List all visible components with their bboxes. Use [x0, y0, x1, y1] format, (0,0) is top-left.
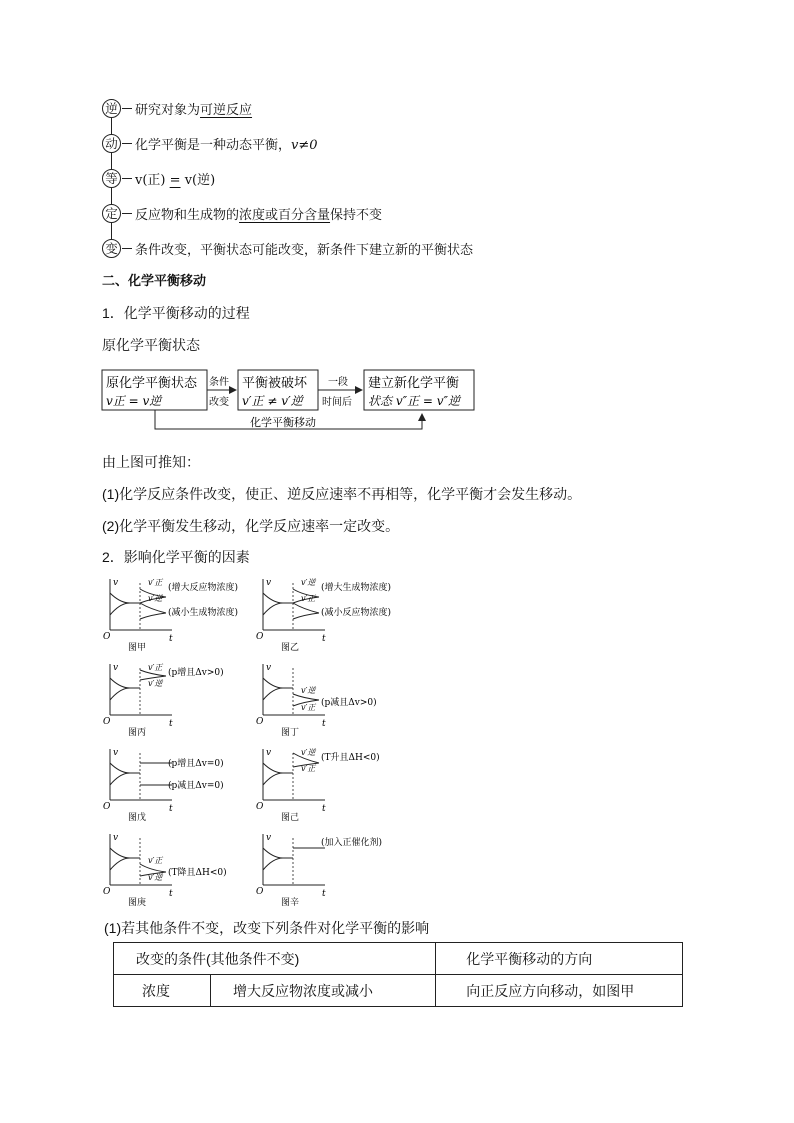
y-axis-label: v — [266, 748, 272, 758]
feature-reversible — [102, 96, 252, 120]
table-header-cell: 化学平衡移动的方向 — [436, 943, 683, 975]
table-cell: 向正反应方向移动，如图甲 — [436, 975, 683, 1007]
feature-fixed — [102, 201, 382, 225]
rate-label: v′逆 — [148, 594, 163, 603]
flow-box2-line2: v′正 ≠ v′逆 — [242, 394, 303, 408]
feature-text: 化学平衡是一种动态平衡，v≠0 — [135, 137, 318, 153]
rate-label: v′正 — [301, 764, 316, 773]
x-axis-label: t — [322, 889, 326, 899]
feature-dash — [122, 213, 132, 214]
y-axis-label: v — [266, 663, 272, 673]
origin-label: O — [103, 717, 111, 727]
flow-box1-line1: 原化学平衡状态 — [106, 376, 198, 391]
inference-1: (1)化学反应条件改变，使正、逆反应速率不再相等，化学平衡才会发生移动。 — [102, 486, 582, 502]
rate-time-graph — [102, 660, 252, 740]
forward-rate-curve — [110, 593, 140, 603]
origin-label: O — [256, 632, 264, 642]
reverse-rate-curve — [263, 688, 293, 700]
section-title: 二、化学平衡移动 — [102, 274, 207, 289]
condition-label: (p减且Δv>0) — [321, 698, 377, 708]
inference-2: (2)化学平衡发生移动，化学反应速率一定改变。 — [102, 518, 400, 534]
reverse-rate-curve — [263, 773, 293, 785]
graph-caption: 图甲 — [128, 643, 147, 653]
origin-label: O — [103, 632, 111, 642]
rate-time-graph — [102, 745, 252, 825]
rate-label: v′正 — [148, 856, 163, 865]
forward-rate-curve — [263, 678, 293, 688]
feature-char-badge: 等 — [102, 169, 121, 188]
rate-time-graph — [255, 745, 405, 825]
y-axis-label: v — [113, 663, 119, 673]
reverse-rate-curve — [110, 688, 140, 700]
reverse-rate-curve — [263, 858, 293, 870]
feature-dynamic — [102, 131, 318, 155]
x-axis-label: t — [322, 719, 326, 729]
rate-label: v′逆 — [301, 686, 316, 695]
y-axis-label: v — [266, 578, 272, 588]
rate-label: v′逆 — [148, 873, 163, 882]
graph-caption: 图丁 — [281, 728, 300, 738]
reverse-rate-curve — [110, 603, 140, 615]
feature-dash — [122, 108, 132, 109]
rate-label: v′逆 — [301, 578, 316, 587]
new-rate-line — [140, 864, 166, 872]
influence-table — [113, 942, 683, 1007]
forward-rate-curve — [110, 763, 140, 773]
flow-box1-line2: v正 = v逆 — [106, 394, 162, 408]
origin-label: O — [103, 802, 111, 812]
feature-text: v(正) = v(逆) — [135, 172, 216, 188]
forward-rate-curve — [263, 593, 293, 603]
feature-text: 条件改变，平衡状态可能改变，新条件下建立新的平衡状态 — [135, 242, 474, 258]
rate-time-graph — [102, 830, 252, 910]
condition-label: (T升且ΔH<0) — [321, 753, 380, 763]
table-cell: 浓度 — [114, 975, 211, 1007]
x-axis-label: t — [169, 804, 173, 814]
origin-label: O — [103, 887, 111, 897]
condition-label: (p增且Δv=0) — [168, 759, 224, 769]
feature-equal — [102, 166, 215, 190]
forward-rate-curve — [110, 848, 140, 858]
flow-box2-line1: 平衡被破坏 — [242, 376, 308, 391]
forward-rate-curve — [110, 678, 140, 688]
origin-label: O — [256, 717, 264, 727]
flow-bottom-label: 化学平衡移动 — [250, 416, 316, 429]
flow-arrow2-bottom: 时间后 — [322, 397, 352, 408]
flow-box3-line1: 建立新化学平衡 — [368, 376, 460, 391]
rate-label: v′逆 — [148, 679, 163, 688]
x-axis-label: t — [169, 634, 173, 644]
origin-label: O — [256, 887, 264, 897]
reverse-rate-curve — [263, 603, 293, 615]
feature-dash — [122, 178, 132, 179]
rate-time-graph — [255, 575, 405, 655]
feature-char-badge: 逆 — [102, 99, 121, 118]
condition-label: (增大生成物浓度) — [321, 583, 392, 593]
rate-time-graph — [255, 660, 405, 740]
x-axis-label: t — [322, 634, 326, 644]
paragraph-label: 原化学平衡状态 — [102, 337, 200, 353]
subsection-title-factors: 2．影响化学平衡的因素 — [102, 549, 250, 565]
graph-caption: 图丙 — [128, 728, 147, 738]
rate-label: v′正 — [301, 703, 316, 712]
flow-box3-line2: 状态 v″正 = v″逆 — [368, 394, 461, 408]
feature-dash — [122, 248, 132, 249]
rate-label: v′正 — [148, 663, 163, 672]
condition-label: (增大反应物浓度) — [168, 583, 239, 593]
feature-change — [102, 236, 473, 260]
flow-arrow2-top: 一段 — [328, 377, 348, 388]
feature-char-badge: 变 — [102, 239, 121, 258]
x-axis-label: t — [169, 889, 173, 899]
forward-rate-curve — [263, 763, 293, 773]
table-intro: (1)若其他条件不变，改变下列条件对化学平衡的影响 — [104, 920, 430, 936]
y-axis-label: v — [113, 833, 119, 843]
feature-char-badge: 动 — [102, 134, 121, 153]
condition-label: (p减且Δv=0) — [168, 781, 224, 791]
reverse-rate-curve — [110, 858, 140, 870]
condition-label: (p增且Δv>0) — [168, 668, 224, 678]
new-rate-line — [293, 603, 319, 613]
forward-rate-curve — [263, 848, 293, 858]
feature-text: 研究对象为可逆反应 — [135, 102, 253, 118]
y-axis-label: v — [266, 833, 272, 843]
condition-label: (加入正催化剂) — [321, 838, 383, 848]
x-axis-label: t — [322, 804, 326, 814]
rate-label: v′正 — [301, 594, 316, 603]
table-cell: 增大反应物浓度或减小 — [211, 975, 436, 1007]
condition-label: (减小反应物浓度) — [321, 608, 392, 618]
table-header-row — [114, 943, 683, 975]
feature-text: 反应物和生成物的浓度或百分含量保持不变 — [135, 207, 383, 223]
y-axis-label: v — [113, 748, 119, 758]
feature-char-badge: 定 — [102, 204, 121, 223]
feature-dash — [122, 143, 132, 144]
rate-time-graph — [102, 575, 252, 655]
graph-caption: 图庚 — [128, 898, 147, 908]
new-rate-line — [293, 613, 319, 619]
y-axis-label: v — [113, 578, 119, 588]
rate-label: v′正 — [148, 578, 163, 587]
inference-title: 由上图可推知： — [102, 454, 200, 470]
condition-label: (T降且ΔH<0) — [168, 868, 227, 878]
equilibrium-shift-flow-diagram — [100, 365, 480, 435]
subsection-title: 1．化学平衡移动的过程 — [102, 305, 250, 321]
new-rate-line — [140, 613, 166, 619]
origin-label: O — [256, 802, 264, 812]
table-header-cell: 改变的条件(其他条件不变) — [114, 943, 436, 975]
table-row — [114, 975, 683, 1007]
condition-label: (减小生成物浓度) — [168, 608, 239, 618]
x-axis-label: t — [169, 719, 173, 729]
new-rate-line — [140, 603, 166, 613]
rate-label: v′逆 — [301, 748, 316, 757]
graph-caption: 图己 — [281, 813, 300, 823]
flow-arrow1-top: 条件 — [209, 377, 229, 388]
rate-time-graph — [255, 830, 405, 910]
flow-arrow1-bottom: 改变 — [209, 397, 229, 408]
graph-caption: 图辛 — [281, 898, 300, 908]
reverse-rate-curve — [110, 773, 140, 785]
graph-caption: 图乙 — [281, 643, 300, 653]
graph-caption: 图戊 — [128, 813, 147, 823]
